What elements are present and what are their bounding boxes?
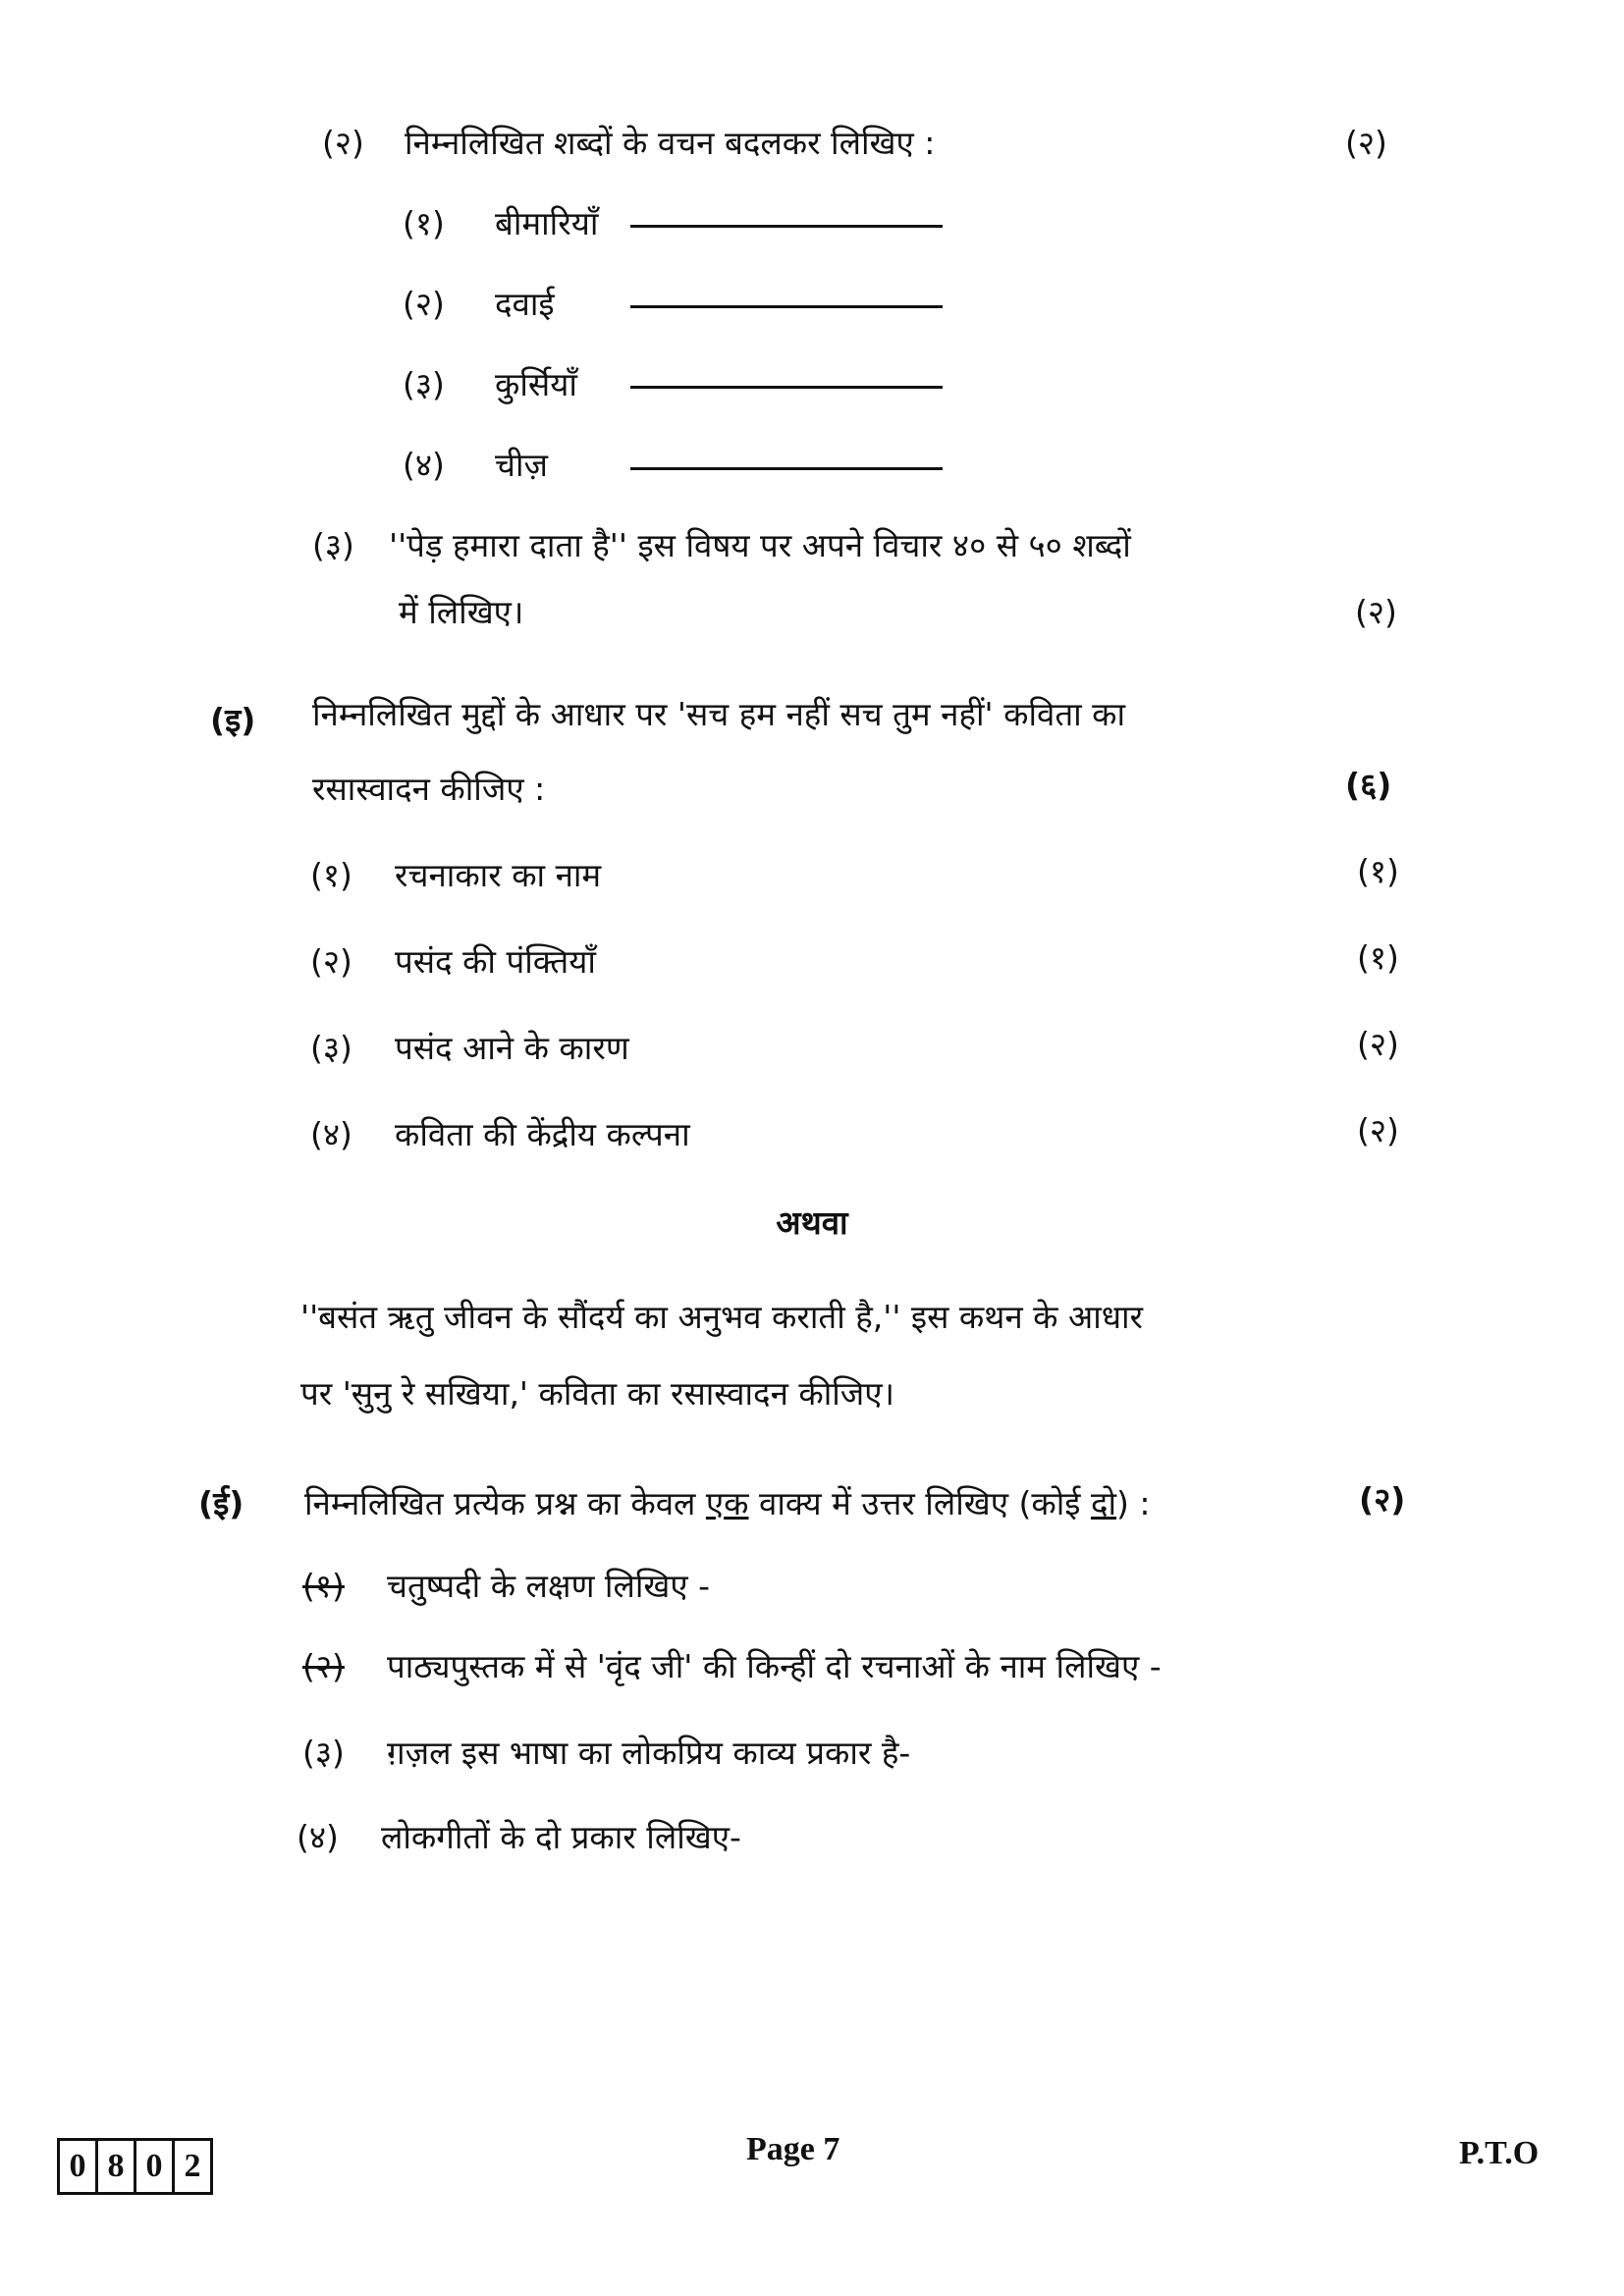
- paper-code-digit: 8: [98, 2141, 136, 2192]
- page-number: Page 7: [746, 2131, 840, 2167]
- marks: (२): [1357, 1025, 1399, 1063]
- question-number: (३): [312, 526, 354, 564]
- paper-code-digit: 2: [184, 2148, 201, 2184]
- question-text-continued: में लिखिए।: [399, 593, 524, 631]
- item-text: चतुष्पदी के लक्षण लिखिए -: [387, 1567, 711, 1605]
- answer-blank[interactable]: [630, 225, 943, 228]
- section-text: निम्नलिखित मुद्दों के आधार पर 'सच हम नहीं सच तुम नहीं' कविता का: [312, 695, 1126, 733]
- answer-blank[interactable]: [630, 305, 943, 308]
- marks: (२): [1357, 1111, 1399, 1149]
- answer-blank[interactable]: [630, 386, 943, 389]
- marks: (२): [1345, 124, 1387, 162]
- section-label: (ई): [198, 1484, 244, 1522]
- section-label: (इ): [210, 701, 256, 739]
- item-number: (३): [403, 365, 445, 403]
- question-text: ''पेड़ हमारा दाता है'' इस विषय पर अपने विचार ४० से ५० शब्दों: [389, 526, 1131, 564]
- word: चीज़: [495, 446, 548, 484]
- question-text: निम्नलिखित शब्दों के वचन बदलकर लिखिए :: [405, 124, 936, 162]
- item-text: लोकगीतों के दो प्रकार लिखिए-: [381, 1818, 741, 1856]
- point-text: रचनाकार का नाम: [395, 856, 602, 894]
- point-number: (४): [310, 1115, 352, 1153]
- section-text: निम्नलिखित प्रत्येक प्रश्न का केवल एक वाक्य में उत्तर लिखिए (कोई दो) :: [304, 1484, 1151, 1522]
- item-number: (२): [403, 285, 445, 323]
- paper-code-digit: 0: [136, 2141, 175, 2192]
- section-text-continued: रसास्वादन कीजिए :: [312, 770, 546, 808]
- marks: (१): [1357, 852, 1399, 890]
- item-text: पाठ्यपुस्तक में से 'वृंद जी' की किन्हीं दो रचनाओं के नाम लिखिए -: [387, 1647, 1162, 1685]
- item-number: (२): [302, 1647, 345, 1685]
- word: कुर्सियाँ: [495, 365, 577, 403]
- item-number: (१): [302, 1567, 345, 1605]
- marks: (१): [1357, 938, 1399, 977]
- marks: (६): [1345, 766, 1392, 804]
- question-number: (२): [322, 124, 364, 162]
- alternate-question-continued: पर 'सुनु रे सखिया,' कविता का रसास्वादन कीजिए।: [300, 1374, 895, 1413]
- point-text: पसंद की पंक्तियाँ: [395, 942, 596, 981]
- point-number: (२): [310, 942, 352, 981]
- paper-code-box: [57, 2138, 213, 2195]
- item-number: (४): [297, 1818, 339, 1856]
- paper-code-digit: 0: [60, 2141, 98, 2192]
- item-number: (१): [403, 204, 445, 242]
- item-number: (४): [403, 446, 445, 484]
- point-number: (३): [310, 1029, 352, 1067]
- point-number: (१): [310, 856, 352, 894]
- marks: (२): [1359, 1480, 1406, 1519]
- marks: (२): [1355, 593, 1397, 631]
- item-text: ग़ज़ल इस भाषा का लोकप्रिय काव्य प्रकार है-: [387, 1734, 911, 1772]
- please-turn-over: P.T.O: [1459, 2135, 1540, 2171]
- or-heading: अथवा: [776, 1203, 848, 1242]
- item-number: (३): [302, 1734, 345, 1772]
- point-text: पसंद आने के कारण: [395, 1029, 629, 1067]
- point-text: कविता की केंद्रीय कल्पना: [395, 1115, 690, 1153]
- answer-blank[interactable]: [630, 467, 943, 470]
- word: दवाई: [495, 285, 555, 323]
- word: बीमारियाँ: [495, 204, 599, 242]
- alternate-question: ''बसंत ऋतु जीवन के सौंदर्य का अनुभव कराती है,'' इस कथन के आधार: [300, 1298, 1144, 1336]
